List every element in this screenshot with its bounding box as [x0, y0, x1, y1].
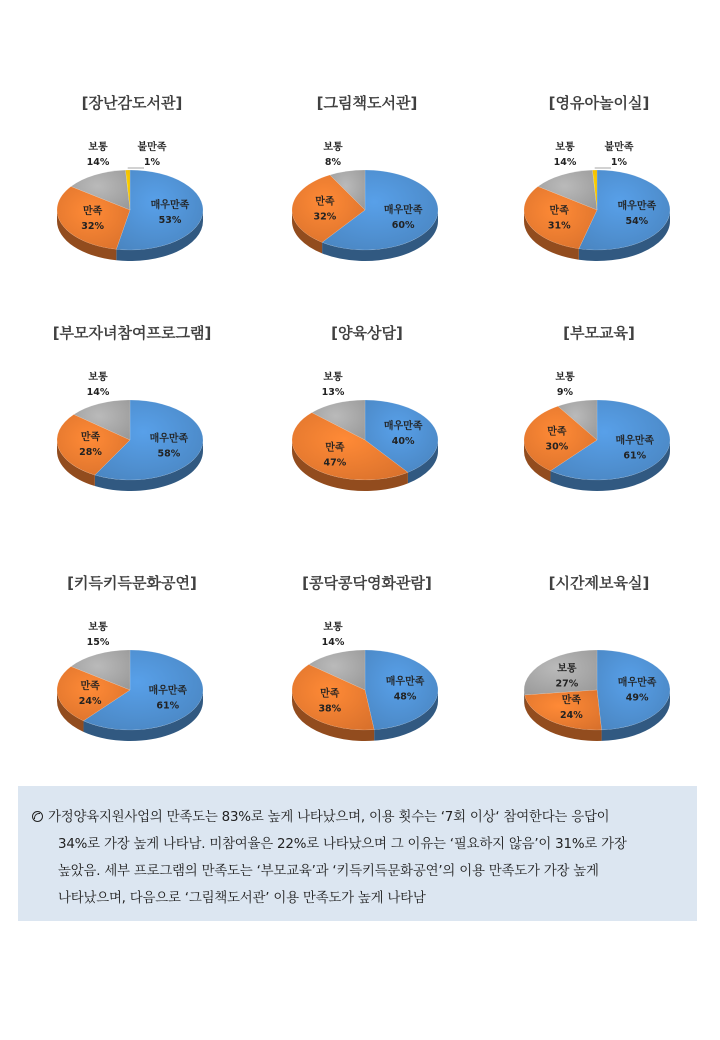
chart-title: [그림책도서관] — [316, 94, 418, 112]
chart-title: [장난감도서관] — [81, 94, 183, 112]
slice-label: 보통 — [555, 142, 575, 153]
slice-value-label: 8% — [324, 157, 342, 168]
chart-title: [영유아놀이실] — [548, 94, 650, 112]
slice-label: 만족 — [83, 206, 103, 218]
summary-text: 높았음. 세부 프로그램의 만족도는 ‘부모교육’과 ‘키득키득문화공연’의 이용 만족도가 가장 높게 — [58, 864, 599, 879]
slice-label: 불만족 — [604, 142, 634, 153]
slice-value-label: 28% — [79, 447, 102, 459]
pie-chart — [292, 94, 438, 261]
slice-label: 만족 — [80, 432, 101, 444]
chart-title: [콩닥콩닥영화관람] — [302, 574, 432, 592]
slice-value-label: 49% — [625, 692, 649, 704]
slice-value-label: 1% — [143, 157, 161, 168]
pie-chart — [524, 94, 670, 261]
slice-label: 보통 — [557, 663, 577, 675]
slice-value-label: 30% — [545, 441, 569, 453]
pie-chart — [524, 574, 670, 741]
slice-label: 매우만족 — [617, 200, 657, 212]
slice-label: 만족 — [561, 694, 582, 706]
slice-value-label: 61% — [156, 700, 180, 712]
slice-value-label: 24% — [560, 709, 583, 721]
slice-label: 보통 — [88, 622, 108, 633]
slice-value-label: 32% — [81, 221, 105, 233]
slice-label: 만족 — [315, 196, 335, 208]
summary-text: 가정양육지원사업의 만족도는 83%로 높게 나타났으며, 이용 횟수는 ‘7회 이상‘ 참여한다는 응답이 — [48, 810, 610, 825]
pie-chart — [57, 94, 203, 261]
slice-value-label: 61% — [623, 450, 647, 462]
pie-chart — [292, 324, 438, 491]
slice-label: 매우만족 — [615, 435, 655, 447]
chart-title: [키득키득문화공연] — [67, 574, 197, 592]
slice-label: 만족 — [547, 426, 567, 438]
slice-value-label: 1% — [610, 157, 628, 168]
slice-label: 매우만족 — [385, 676, 425, 688]
slice-label: 보통 — [555, 372, 575, 383]
chart-title: [시간제보육실] — [548, 574, 650, 592]
slice-value-label: 53% — [158, 215, 182, 227]
summary-text: 나타났으며, 다음으로 ‘그림책도서관’ 이용 만족도가 높게 나타남 — [58, 891, 426, 906]
slice-value-label: 60% — [391, 219, 415, 231]
slice-label: 매우만족 — [617, 677, 657, 689]
slice-value-label: 54% — [625, 215, 649, 227]
slice-label: 불만족 — [137, 142, 167, 153]
pie-chart — [524, 324, 670, 491]
summary-text: 34%로 가장 높게 나타남. 미참여율은 22%로 나타났으며 그 이유는 ‘필요하지 않음’이 31%로 가장 — [58, 837, 627, 852]
slice-label: 매우만족 — [150, 200, 190, 212]
slice-value-label: 48% — [393, 691, 417, 703]
slice-value-label: 14% — [86, 387, 110, 398]
slice-label: 매우만족 — [383, 204, 423, 216]
summary-line — [32, 804, 679, 831]
slice-label: 보통 — [323, 372, 343, 383]
slice-label: 만족 — [80, 680, 100, 692]
chart-title: [양육상담] — [331, 324, 403, 342]
slice-label: 보통 — [323, 142, 343, 153]
slice-label: 보통 — [323, 622, 343, 633]
slice-value-label: 40% — [391, 436, 415, 448]
slice-value-label: 24% — [78, 695, 102, 707]
slice-value-label: 27% — [555, 678, 579, 690]
slice-value-label: 32% — [313, 211, 337, 223]
slice-value-label: 14% — [321, 637, 345, 648]
slice-label: 만족 — [320, 688, 340, 700]
summary-line — [32, 885, 679, 912]
slice-value-label: 58% — [157, 448, 181, 460]
slice-value-label: 14% — [86, 157, 110, 168]
summary-line — [32, 858, 679, 885]
chart-title: [부모교육] — [563, 324, 635, 342]
slice-value-label: 9% — [556, 387, 574, 398]
slice-label: 보통 — [88, 372, 108, 383]
slice-value-label: 13% — [321, 387, 345, 398]
slice-value-label: 47% — [323, 457, 347, 469]
chart-title: [부모자녀참여프로그램] — [52, 324, 212, 342]
slice-label: 매우만족 — [148, 685, 188, 697]
summary-line — [32, 831, 679, 858]
slice-value-label: 31% — [547, 220, 571, 232]
slice-value-label: 38% — [318, 703, 342, 715]
slice-value-label: 14% — [553, 157, 577, 168]
pie-chart — [292, 574, 438, 741]
pie-chart — [57, 574, 203, 741]
slice-label: 매우만족 — [149, 433, 189, 445]
slice-label: 매우만족 — [383, 421, 423, 433]
summary-box — [18, 786, 697, 921]
bullet-icon — [32, 811, 43, 822]
slice-label: 만족 — [325, 442, 345, 454]
slice-value-label: 15% — [86, 637, 110, 648]
slice-label: 보통 — [88, 142, 108, 153]
slice-label: 만족 — [549, 205, 569, 217]
pie-chart — [53, 324, 212, 491]
